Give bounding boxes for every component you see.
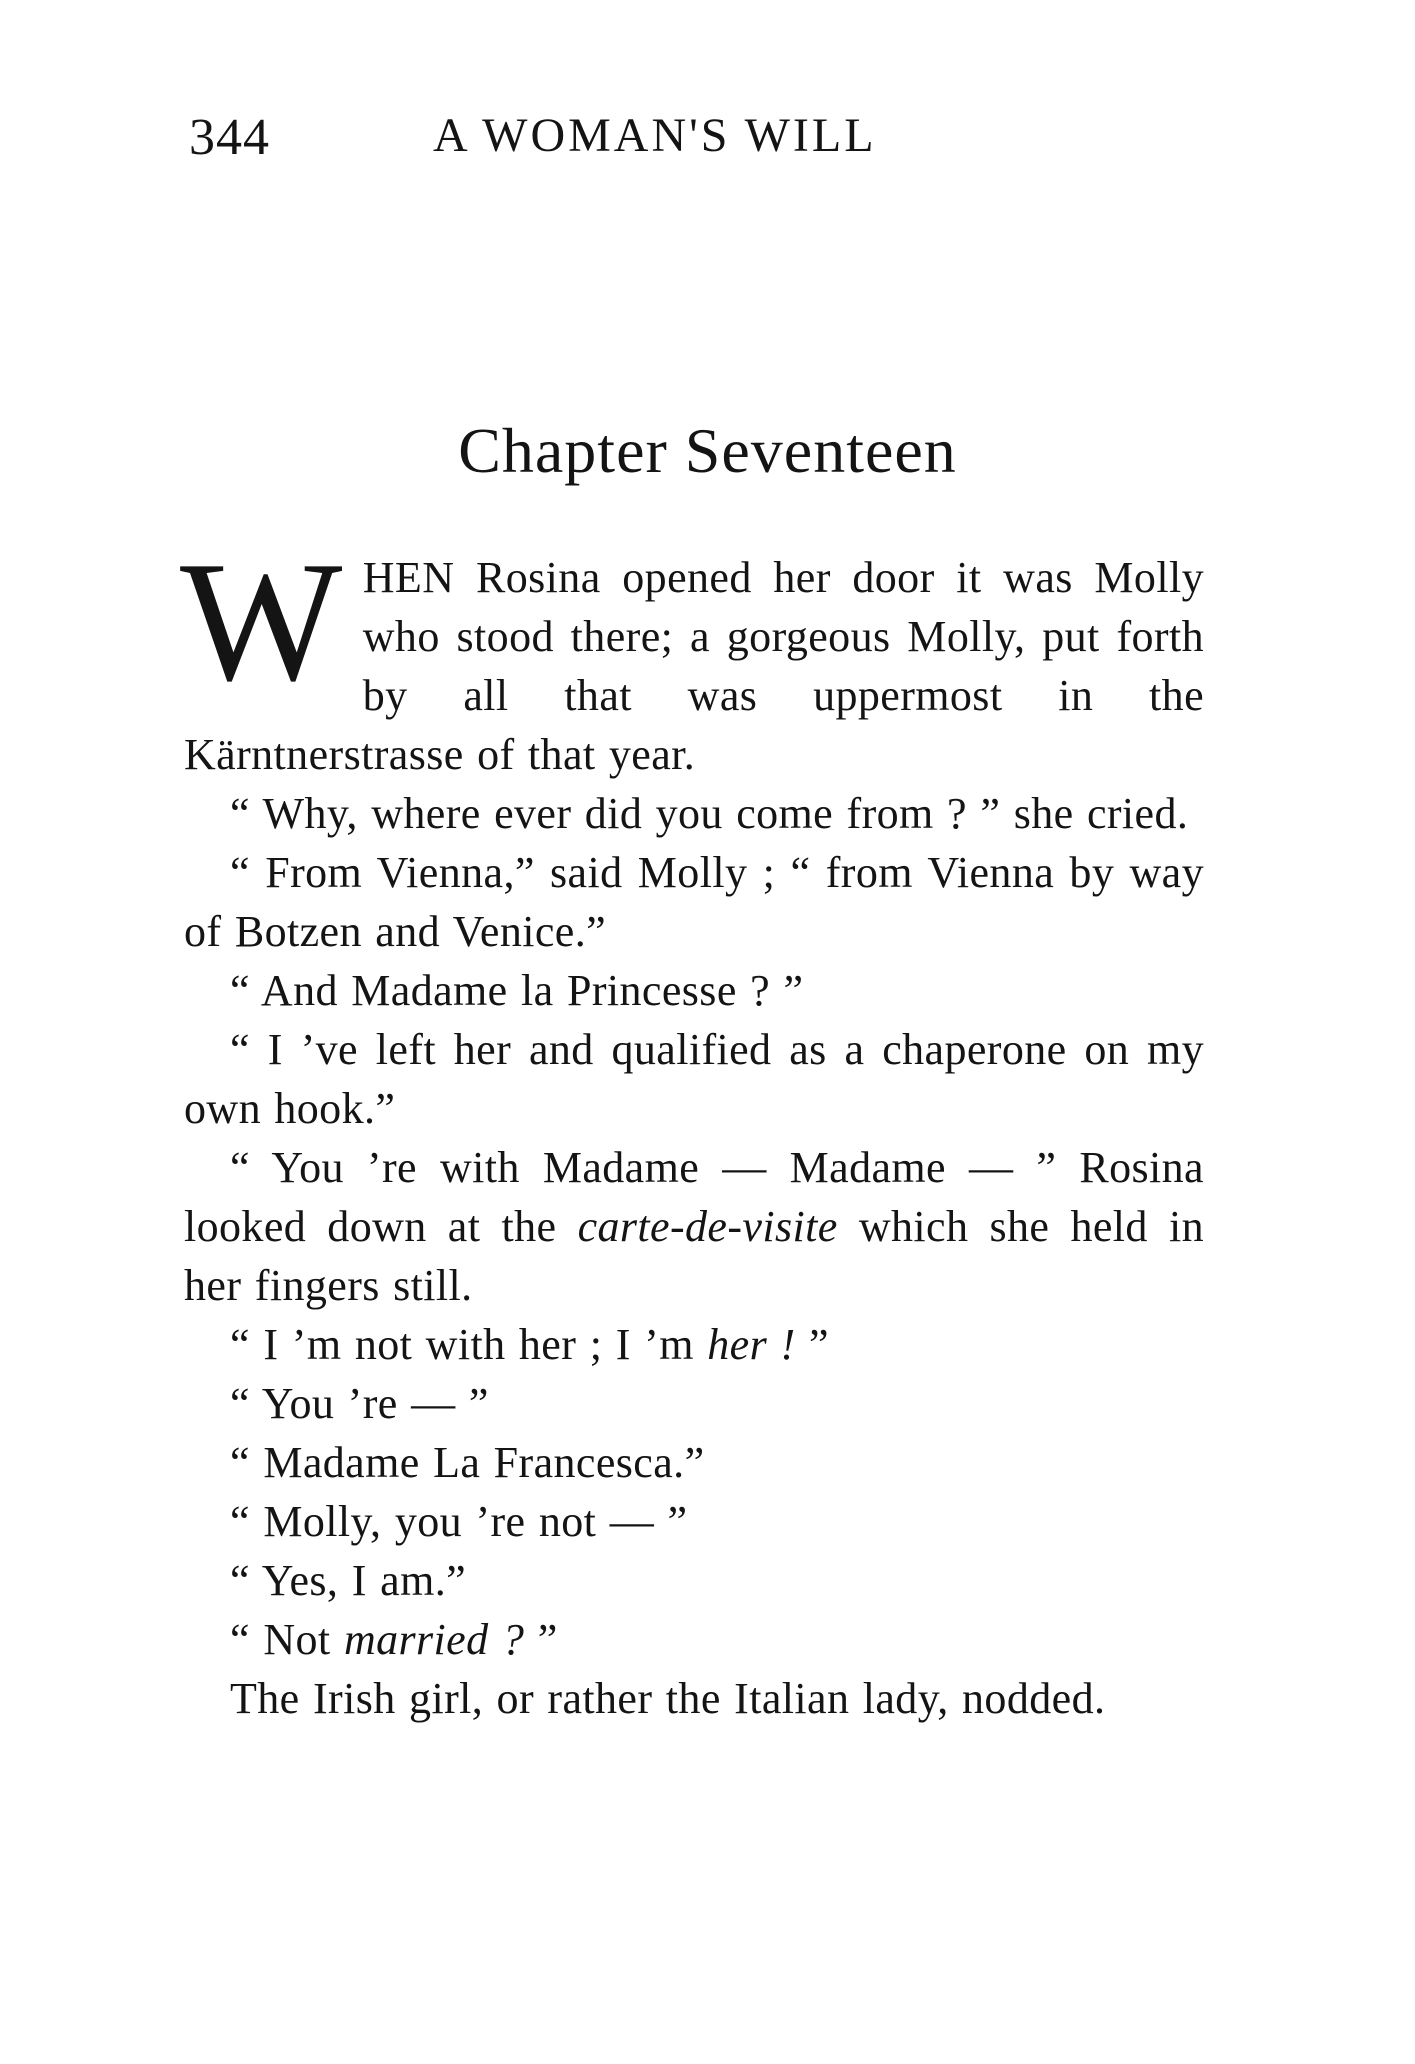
paragraph-1 [180,527,1204,784]
paragraph-12-text-a: “ Not [230,1615,344,1664]
paragraph-5: “ I ’ve left her and qualified as a chaperone on my own hook.” [184,1025,1204,1133]
paragraph-7-italic: her ! [707,1320,796,1369]
paragraph-6-text-b: which she held in her fingers still. [184,1202,1204,1310]
drop-cap: W [180,527,343,717]
running-head [189,108,959,168]
paragraph-6 [184,1138,1204,1315]
paragraph-1-text: HEN Rosina opened her door it was Molly who stood there; a gorgeous Molly, put forth by all that was uppermost in the Kärntnerstrasse of that year. [184,553,1204,779]
paragraph-7-text-b: ” [795,1320,829,1369]
paragraph-12-italic: married ? [343,1615,525,1664]
paragraph-4: “ And Madame la Princesse ? ” [230,966,804,1015]
paragraph-8: “ You ’re — ” [230,1379,489,1428]
paragraph-10: “ Molly, you ’re not — ” [230,1497,688,1546]
paragraph-6-italic: carte-de-visite [577,1202,838,1251]
paragraph-6-text-a: “ You ’re with Madame — Madame — ” Rosina looked down at the [184,1143,1204,1251]
chapter-title: Chapter Seventeen [458,415,957,486]
paragraph-12 [184,1610,1204,1669]
book-title: A WOMAN'S WILL [433,109,877,162]
paragraph-13: The Irish girl, or rather the Italian lady, nodded. [230,1674,1106,1723]
page-number: 344 [189,109,270,166]
paragraph-3: “ From Vienna,” said Molly ; “ from Vienna by way of Botzen and Venice.” [184,848,1204,956]
paragraph-9: “ Madame La Francesca.” [230,1438,705,1487]
paragraph-2: “ Why, where ever did you come from ? ” she cried. [230,789,1189,838]
paragraph-12-text-b: ” [524,1615,558,1664]
paragraph-7 [184,1315,1204,1374]
paragraph-7-text-a: “ I ’m not with her ; I ’m [230,1320,708,1369]
body-text [180,527,1204,1728]
paragraph-11: “ Yes, I am.” [230,1556,467,1605]
